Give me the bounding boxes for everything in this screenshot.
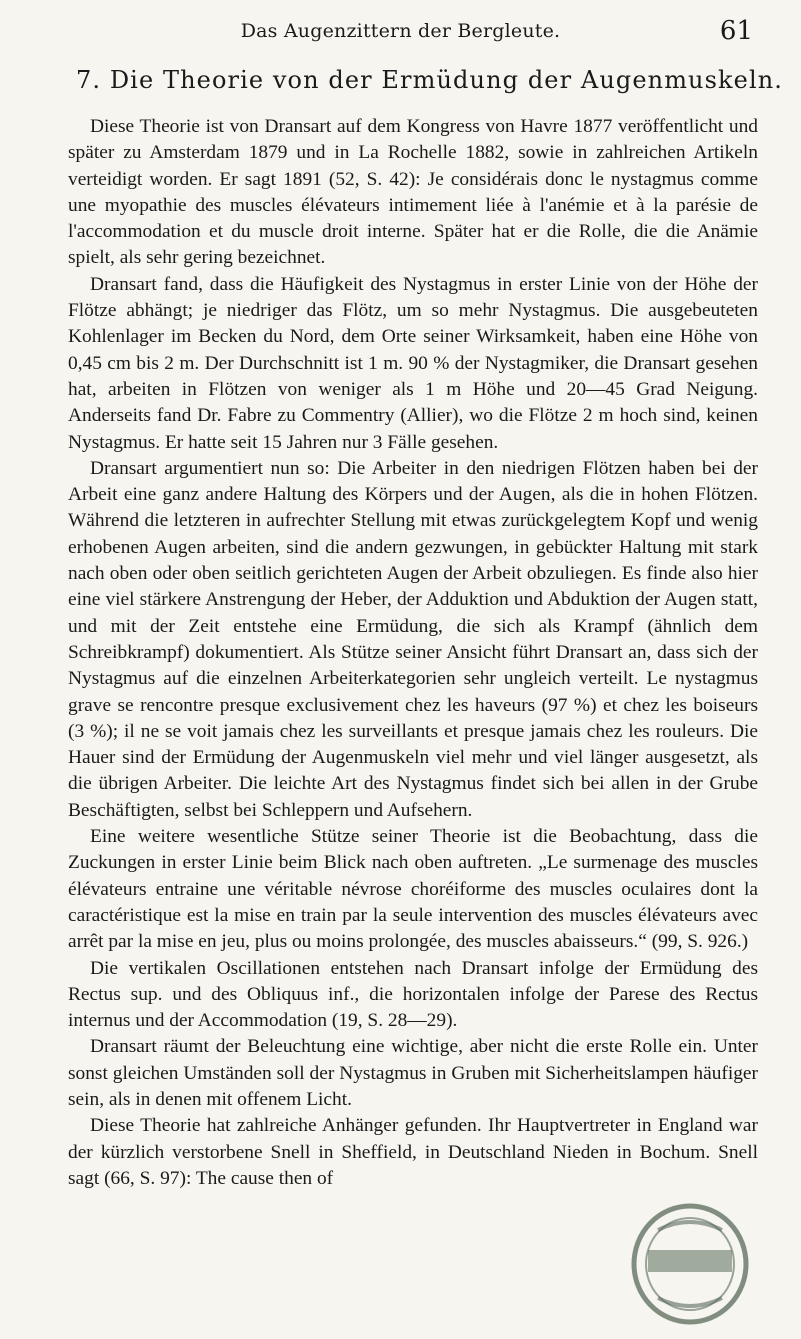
paragraph: Dransart fand, dass die Häufigkeit des Nystagmus in erster Linie von der Höhe der Flötze abhängt; je niedriger das Flötz, um so mehr Nystagmus. Die ausgebeuteten Kohlenlager im Becken du Nord, dem Orte seiner Wirksamkeit, haben eine Höhe von 0,45 cm bis 2 m. Der Durchschnitt ist 1 m. 90 % der Nystagmiker, die Dransart gesehen hat, arbeiten in Flötzen von weniger als 1 m Höhe und 20—45 Grad Neigung. Anderseits fand Dr. Fabre zu Commentry (Allier), wo die Flötze 2 m hoch sind, keinen Nystagmus. Er hatte seit 15 Jahren nur 3 Fälle gesehen. bbox=[68, 273, 758, 453]
paragraph: Dransart räumt der Beleuchtung eine wichtige, aber nicht die erste Rolle ein. Unter sonst gleichen Umständen soll der Nystagmus in Gruben mit Sicherheitslampen häufiger sein, als in denen mit offenem Licht. bbox=[68, 1036, 758, 1110]
running-title: Das Augenzittern der Bergleute. bbox=[240, 20, 561, 42]
paragraph: Dransart argumentiert nun so: Die Arbeiter in den niedrigen Flötzen haben bei der Arbeit eine ganz andere Haltung des Körpers und der Augen, als die in hohen Flötzen. Während die letzteren in aufrechter Stellung mit etwas zurückgelegtem Kopf und wenig erhobenen Augen arbeiten, sind die andern gezwungen, in gebückter Haltung mit stark nach oben oder oben seitlich gerichteten Augen der Arbeit obzuliegen. Es finde also hier eine viel stärkere Anstrengung der Heber, der Adduktion und Abduktion der Augen statt, und mit der Zeit entstehe eine Ermüdung, die sich als Krampf (ähnlich dem Schreibkrampf) dokumentiert. Als Stütze seiner Ansicht führt Dransart an, dass sich der Nystagmus auf die einzelnen Arbeiterkategorien sehr ungleich verteilt. Le nystagmus grave se rencontre presque exclusivement chez les haveurs (97 %) et chez les boiseurs (3 %); il ne se voit jamais chez les surveillants et presque jamais chez les rouleurs. Die Hauer sind der Ermüdung der Augenmuskeln viel mehr und viel länger ausgesetzt, als die übrigen Arbeiter. Die leichte Art des Nystagmus findet sich bei allen in der Grube Beschäftigten, selbst bei Schleppern und Aufsehern. bbox=[68, 457, 758, 821]
library-stamp-icon bbox=[628, 1200, 752, 1328]
body-text bbox=[68, 114, 758, 1192]
paragraph: Diese Theorie hat zahlreiche Anhänger gefunden. Ihr Hauptvertreter in England war der kürzlich verstorbene Snell in Sheffield, in Deutschland Nieden in Bochum. Snell sagt (66, S. 97): The cause then of bbox=[68, 1115, 758, 1189]
paragraph: Eine weitere wesentliche Stütze seiner Theorie ist die Beobachtung, dass die Zuckungen in erster Linie beim Blick nach oben auftreten. „Le surmenage des muscles élévateurs entraine une véritable névrose choréiforme des muscles oculaires dont la caractéristique est la mise en train par la seule intervention des muscles élévateurs avec arrêt par la mise en jeu, plus ou moins prolongée, des muscles abaisseurs.“ (99, S. 926.) bbox=[68, 826, 758, 953]
page-header bbox=[0, 8, 801, 48]
paragraph: Diese Theorie ist von Dransart auf dem Kongress von Havre 1877 veröffentlicht und später zu Amsterdam 1879 und in La Rochelle 1882, sowie in zahlreichen Artikeln verteidigt worden. Er sagt 1891 (52, S. 42): Je considérais donc le nystagmus comme une myopathie des muscles élévateurs intimement liée à l'anémie et à la parésie de l'accommodation et du muscle droit interne. Später hat er die Rolle, die die Anämie spielt, als sehr gering bezeichnet. bbox=[68, 116, 758, 269]
page-number: 61 bbox=[719, 16, 753, 46]
section-title: 7. Die Theorie von der Ermüdung der Augenmuskeln. bbox=[76, 66, 784, 94]
paragraph: Die vertikalen Oscillationen entstehen nach Dransart infolge der Ermüdung des Rectus sup. und des Obliquus inf., die horizontalen infolge der Parese des Rectus internus und der Accommodation (19, S. 28—29). bbox=[68, 957, 758, 1032]
